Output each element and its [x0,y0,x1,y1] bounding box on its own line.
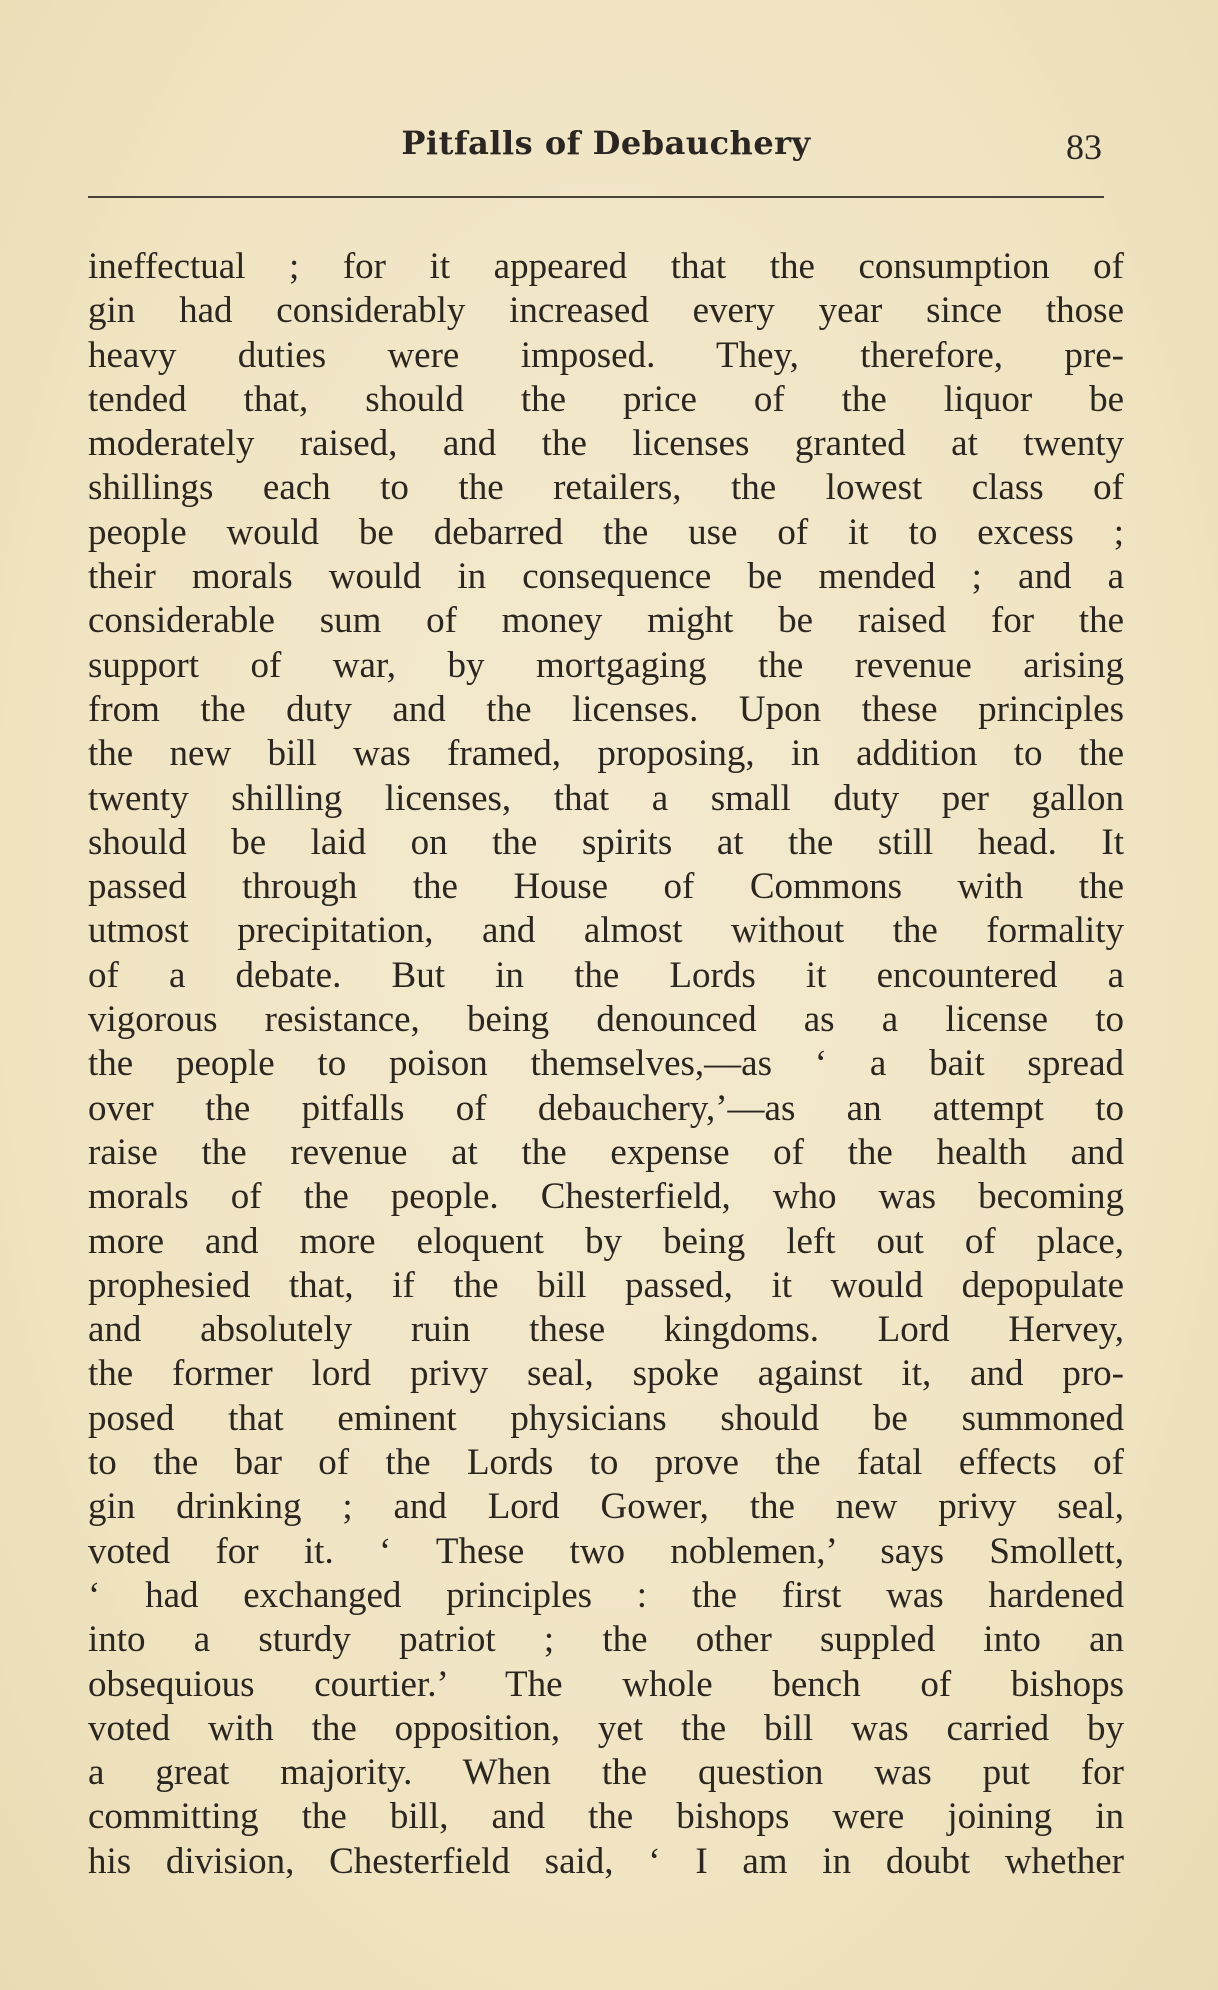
text-line: from the duty and the licenses. Upon these principles [88,688,1124,730]
text-line: committing the bill, and the bishops were joining in [88,1796,1124,1838]
text-line: gin drinking ; and Lord Gower, the new privy seal, [88,1486,1124,1528]
text-line: a great majority. When the question was put for [88,1752,1124,1794]
page-header [88,120,1124,170]
text-line: more and more eloquent by being left out of place, [88,1220,1124,1262]
text-line: of a debate. But in the Lords it encountered a [88,954,1124,996]
text-line: gin had considerably increased every year since those [88,290,1124,332]
text-line: twenty shilling licenses, that a small duty per gallon [88,777,1124,819]
text-line: heavy duties were imposed. They, therefore, pre- [88,334,1124,376]
text-line: prophesied that, if the bill passed, it would depopulate [88,1264,1124,1306]
text-line: support of war, by mortgaging the revenue arising [88,644,1124,686]
text-line: shillings each to the retailers, the lowest class of [88,467,1124,509]
text-line: obsequious courtier.’ The whole bench of bishops [88,1663,1124,1705]
text-line: voted for it. ‘ These two noblemen,’ says Smollett, [88,1530,1124,1572]
text-line: passed through the House of Commons with the [88,866,1124,908]
text-line: considerable sum of money might be raised for the [88,600,1124,642]
header-rule [88,196,1104,198]
text-line: posed that eminent physicians should be summoned [88,1397,1124,1439]
text-line: voted with the opposition, yet the bill was carried by [88,1707,1124,1749]
text-line: utmost precipitation, and almost without the formality [88,910,1124,952]
text-line: ‘ had exchanged principles : the first was hardened [88,1574,1124,1616]
text-line: into a sturdy patriot ; the other suppled into an [88,1619,1124,1661]
text-line: the former lord privy seal, spoke against it, and pro- [88,1353,1124,1395]
body-text [88,245,1124,1884]
text-line: morals of the people. Chesterfield, who was becoming [88,1176,1124,1218]
text-line: vigorous resistance, being denounced as a license to [88,999,1124,1041]
running-title: Pitfalls of Debauchery [401,124,811,162]
text-line: should be laid on the spirits at the still head. It [88,821,1124,863]
text-line: the new bill was framed, proposing, in addition to the [88,733,1124,775]
text-line: to the bar of the Lords to prove the fatal effects of [88,1442,1124,1484]
text-line: ineffectual ; for it appeared that the consumption of [88,246,1124,287]
text-line: and absolutely ruin these kingdoms. Lord Hervey, [88,1309,1124,1351]
text-line: the people to poison themselves,—as ‘ a bait spread [88,1043,1124,1085]
text-line: raise the revenue at the expense of the health and [88,1131,1124,1173]
text-line: his division, Chesterfield said, ‘ I am in doubt whether [88,1840,1124,1882]
text-line: their morals would in consequence be mended ; and a [88,556,1124,598]
text-line: people would be debarred the use of it to excess ; [88,511,1124,553]
page-number: 83 [1066,127,1102,167]
text-line: moderately raised, and the licenses granted at twenty [88,423,1124,465]
text-line: tended that, should the price of the liquor be [88,378,1124,420]
text-line: over the pitfalls of debauchery,’—as an attempt to [88,1087,1124,1129]
